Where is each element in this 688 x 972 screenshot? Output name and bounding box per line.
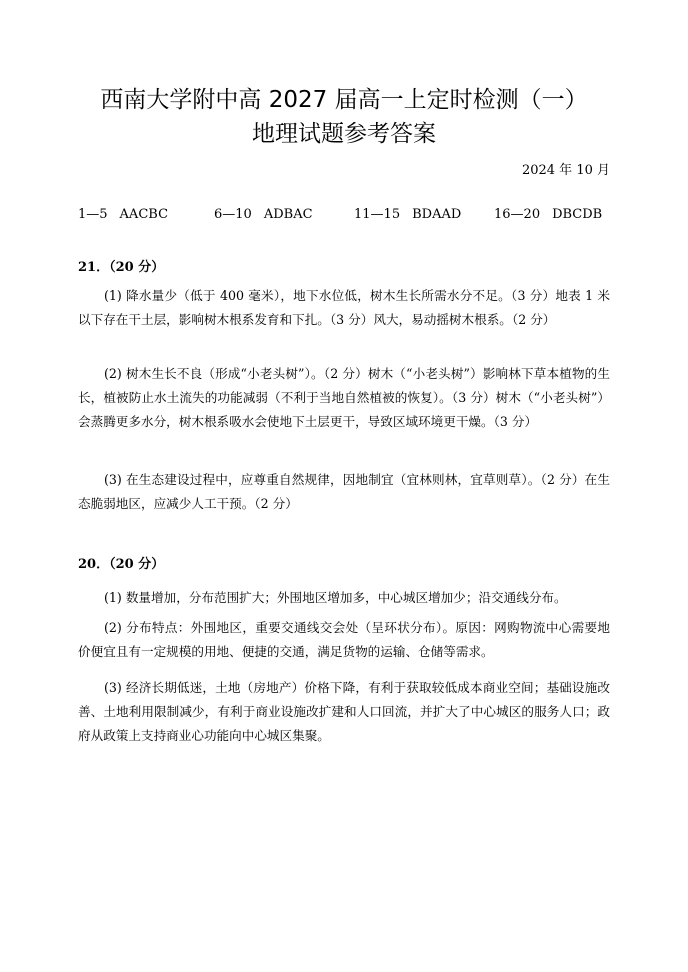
choice-answer-group bbox=[354, 206, 461, 224]
answer-letters: DBCDB bbox=[552, 207, 603, 222]
page-title: 西南大学附中高 2027 届高一上定时检测（一） bbox=[100, 87, 588, 113]
choice-answer-group bbox=[214, 206, 313, 224]
date-label: 2024 年 10 月 bbox=[521, 163, 610, 178]
question-20-part-2: (2) 分布特点：外围地区，重要交通线交会处（呈环状分布）。原因：网购物流中心需要地价便宜且有一定规模的用地、便捷的交通，满足货物的运输、仓储等需求。 bbox=[78, 620, 610, 659]
question-21-part-1: (1) 降水量少（低于 400 毫米），地下水位低，树木生长所需水分不足。（3 分）地表 1 米以下存在干土层，影响树木根系发育和下扎。（3 分）风大，易动摇树木根系。（2 分） bbox=[78, 288, 610, 327]
question-21-part-3: (3) 在生态建设过程中，应尊重自然规律，因地制宜（宜林则林，宜草则草）。（2 分）在生态脆弱地区，应减少人工干预。（2 分） bbox=[78, 472, 610, 511]
choice-answer-group bbox=[78, 206, 168, 224]
question-range: 6—10 bbox=[214, 207, 252, 222]
choice-answer-group bbox=[494, 206, 602, 224]
page-subtitle: 地理试题参考答案 bbox=[252, 121, 436, 147]
question-20-heading: 20．（20 分） bbox=[78, 557, 165, 572]
question-20-part-1: (1) 数量增加，分布范围扩大；外围地区增加多，中心城区增加少；沿交通线分布。 bbox=[104, 590, 567, 605]
answer-letters: BDAAD bbox=[412, 207, 462, 222]
question-range: 11—15 bbox=[354, 207, 401, 222]
question-range: 1—5 bbox=[78, 207, 108, 222]
question-20-part-3: (3) 经济长期低迷，土地（房地产）价格下降，有利于获取较低成本商业空间；基础设施改善、土地利用限制减少，有利于商业设施改扩建和人口回流，并扩大了中心城区的服务人口；政府从政策上支持商业心功能向中心城区集聚。 bbox=[78, 680, 610, 743]
question-range: 16—20 bbox=[494, 207, 541, 222]
question-21-heading: 21．（20 分） bbox=[78, 260, 165, 275]
question-21-part-2: (2) 树木生长不良（形成“小老头树”）。（2 分）树木（“小老头树”）影响林下草本植物的生长，植被防止水土流失的功能减弱（不利于当地自然植被的恢复）。（3 分）树木（“小老头树”）会蒸腾更多水分，树木根系吸水会使地下土层更干，导致区域环境更干燥。（3 分） bbox=[78, 366, 610, 429]
answer-letters: ADBAC bbox=[263, 207, 313, 222]
answer-letters: AACBC bbox=[119, 207, 169, 222]
